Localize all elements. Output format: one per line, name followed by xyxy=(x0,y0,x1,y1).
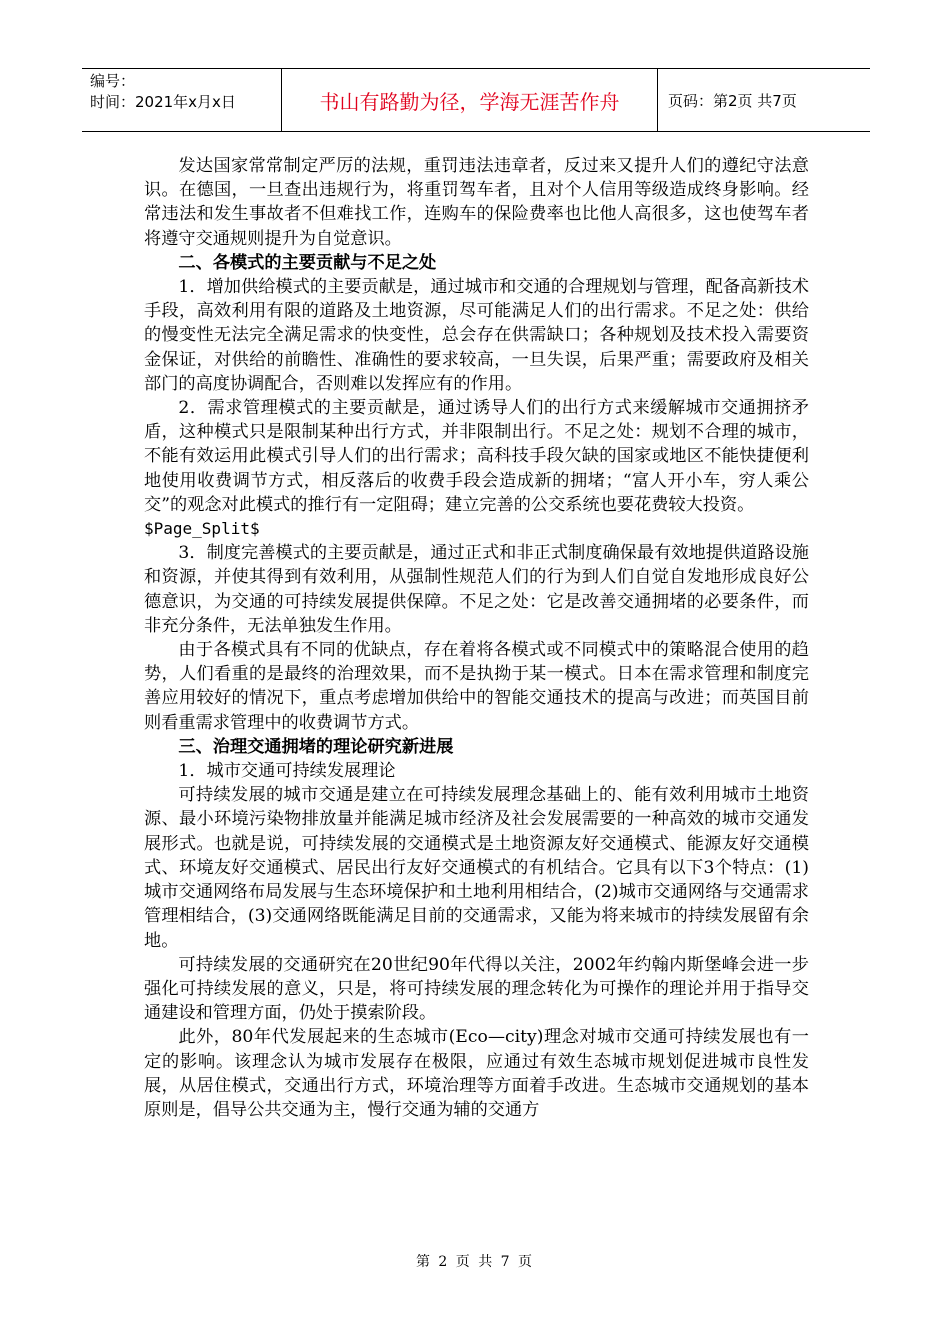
document-header xyxy=(82,68,870,132)
document-body xyxy=(144,154,809,1122)
sub-heading: 1．城市交通可持续发展理论 xyxy=(178,761,396,782)
header-motto: 书山有路勤为径，学海无涯苦作舟 xyxy=(282,69,658,131)
paragraph: 2．需求管理模式的主要贡献是，通过诱导人们的出行方式来缓解城市交通拥挤矛盾，这种模式只是限制某种出行方式，并非限制出行。不足之处：规划不合理的城市，不能有效运用此模式引导人们的出行需求；高科技手段欠缺的国家或地区不能快捷便利地使用收费调节方式，相反落后的收费手段会造成新的拥堵；“富人开小车，穷人乘公交”的观念对此模式的推行有一定阻碍；建立完善的公交系统也要花费较大投资。 xyxy=(144,398,809,515)
section-heading: 三、治理交通拥堵的理论研究新进展 xyxy=(178,736,454,757)
header-meta xyxy=(82,69,282,131)
section-heading: 二、各模式的主要贡献与不足之处 xyxy=(178,252,437,273)
paragraph: 由于各模式具有不同的优缺点，存在着将各模式或不同模式中的策略混合使用的趋势，人们看重的是最终的治理效果，而不是执拗于某一模式。日本在需求管理和制度完善应用较好的情况下，重点考虑增加供给中的智能交通技术的提高与改进；而英国目前则看重需求管理中的收费调节方式。 xyxy=(144,640,809,733)
paragraph: 此外，80年代发展起来的生态城市(Eco—city)理念对城市交通可持续发展也有一定的影响。该理念认为城市发展存在极限，应通过有效生态城市规划促进城市良性发展，从居住模式，交通出行方式，环境治理等方面着手改进。生态城市交通规划的基本原则是，倡导公共交通为主，慢行交通为辅的交通方 xyxy=(144,1027,809,1120)
document-number: 编号： xyxy=(90,72,136,90)
page-footer: 第 2 页 共 7 页 xyxy=(415,1254,535,1270)
header-page-info: 页码：第2页 共7页 xyxy=(668,91,797,110)
paragraph: 发达国家常常制定严厉的法规，重罚违法违章者，反过来又提升人们的遵纪守法意识。在德国，一旦查出违规行为，将重罚驾车者，且对个人信用等级造成终身影响。经常违法和发生事故者不但难找工作，连购车的保险费率也比他人高很多，这也使驾车者将遵守交通规则提升为自觉意识。 xyxy=(144,156,809,249)
paragraph: 3．制度完善模式的主要贡献是，通过正式和非正式制度确保最有效地提供道路设施和资源，并使其得到有效利用，从强制性规范人们的行为到人们自觉自发地形成良好公德意识，为交通的可持续发展提供保障。不足之处：它是改善交通拥堵的必要条件，而非充分条件，无法单独发生作用。 xyxy=(144,543,809,636)
page-split-marker: $Page_Split$ xyxy=(144,519,260,539)
paragraph: 可持续发展的交通研究在20世纪90年代得以关注，2002年约翰内斯堡峰会进一步强化可持续发展的意义，只是，将可持续发展的理念转化为可操作的理论并用于指导交通建设和管理方面，仍处于摸索阶段。 xyxy=(144,954,809,1024)
paragraph: 1．增加供给模式的主要贡献是，通过城市和交通的合理规划与管理，配备高新技术手段，高效利用有限的道路及土地资源，尽可能满足人们的出行需求。不足之处：供给的慢变性无法完全满足需求的快变性，总会存在供需缺口；各种规划及技术投入需要资金保证，对供给的前瞻性、准确性的要求较高，一旦失误，后果严重；需要政府及相关部门的高度协调配合，否则难以发挥应有的作用。 xyxy=(144,277,809,394)
paragraph: 可持续发展的城市交通是建立在可持续发展理念基础上的、能有效利用城市土地资源、最小环境污染物排放量并能满足城市经济及社会发展需要的一种高效的城市交通发展形式。也就是说，可持续发展的交通模式是土地资源友好交通模式、能源友好交通模式、环境友好交通模式、居民出行友好交通模式的有机结合。它具有以下3个特点：(1)城市交通网络布局发展与生态环境保护和土地利用相结合，(2)城市交通网络与交通需求管理相结合，(3)交通网络既能满足目前的交通需求，又能为将来城市的持续发展留有余地。 xyxy=(144,785,809,951)
document-time: 时间：2021年x月x日 xyxy=(90,93,236,111)
